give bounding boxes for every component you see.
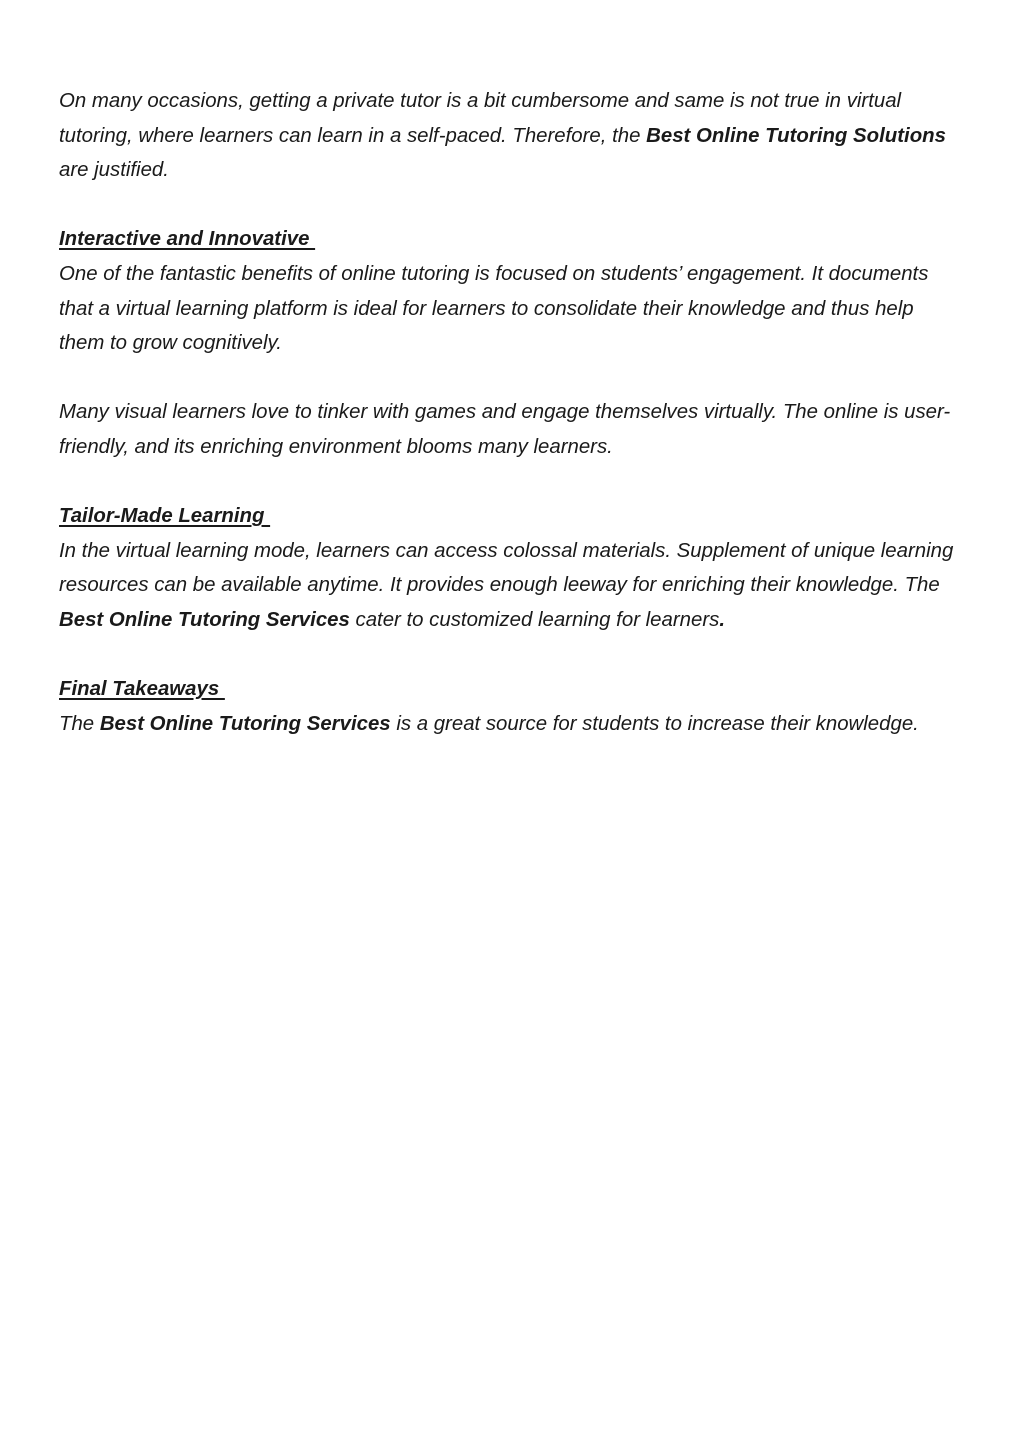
intro-text-2: are justified. [59,159,169,182]
tailor-text-1: In the virtual learning mode, learners can access colossal materials. Supplement of unique learning resources can be available anytime. It provides enough leeway for enriching their knowledge. The [59,539,954,597]
intro-text-1: On many occasions, getting a private tutor is a bit cumbersome and same is not true in virtual tutoring, where learners can learn in a self-paced. Therefore, the [59,90,902,147]
section-tailor-made [59,499,964,637]
intro-paragraph [59,84,964,188]
paragraph-gap [59,188,964,223]
tailor-bold-best-online-tutoring-services: Best Online Tutoring Services [59,608,350,631]
final-text-2: is a great source for students to increase their knowledge. [390,712,919,735]
section-final-takeaways [59,672,964,741]
final-text-1: The [59,712,100,735]
interactive-paragraph-1: One of the fantastic benefits of online tutoring is focused on students’ engagement. It documents that a virtual learning platform is ideal for learners to consolidate their knowledge and thus help them to grow cognitively. [59,262,929,355]
heading-final-takeaways: Final Takeaways [59,678,225,701]
paragraph-gap [59,361,964,396]
paragraph-gap [59,465,964,500]
tailor-text-2: cater to customized learning for learners [349,608,720,631]
heading-tailor-made-learning: Tailor-Made Learning [59,505,271,528]
tailor-bold-period: . [719,608,725,631]
paragraph-gap [59,638,964,673]
heading-interactive-and-innovative: Interactive and Innovative [59,228,316,251]
section-interactive [59,222,964,360]
final-bold-best-online-tutoring-services: Best Online Tutoring Services [99,712,391,735]
intro-bold-best-online-tutoring-solutions: Best Online Tutoring Solutions [646,124,946,147]
interactive-paragraph-2: Many visual learners love to tinker with games and engage themselves virtually. The online is user-friendly, and its enriching environment blooms many learners. [59,401,951,458]
